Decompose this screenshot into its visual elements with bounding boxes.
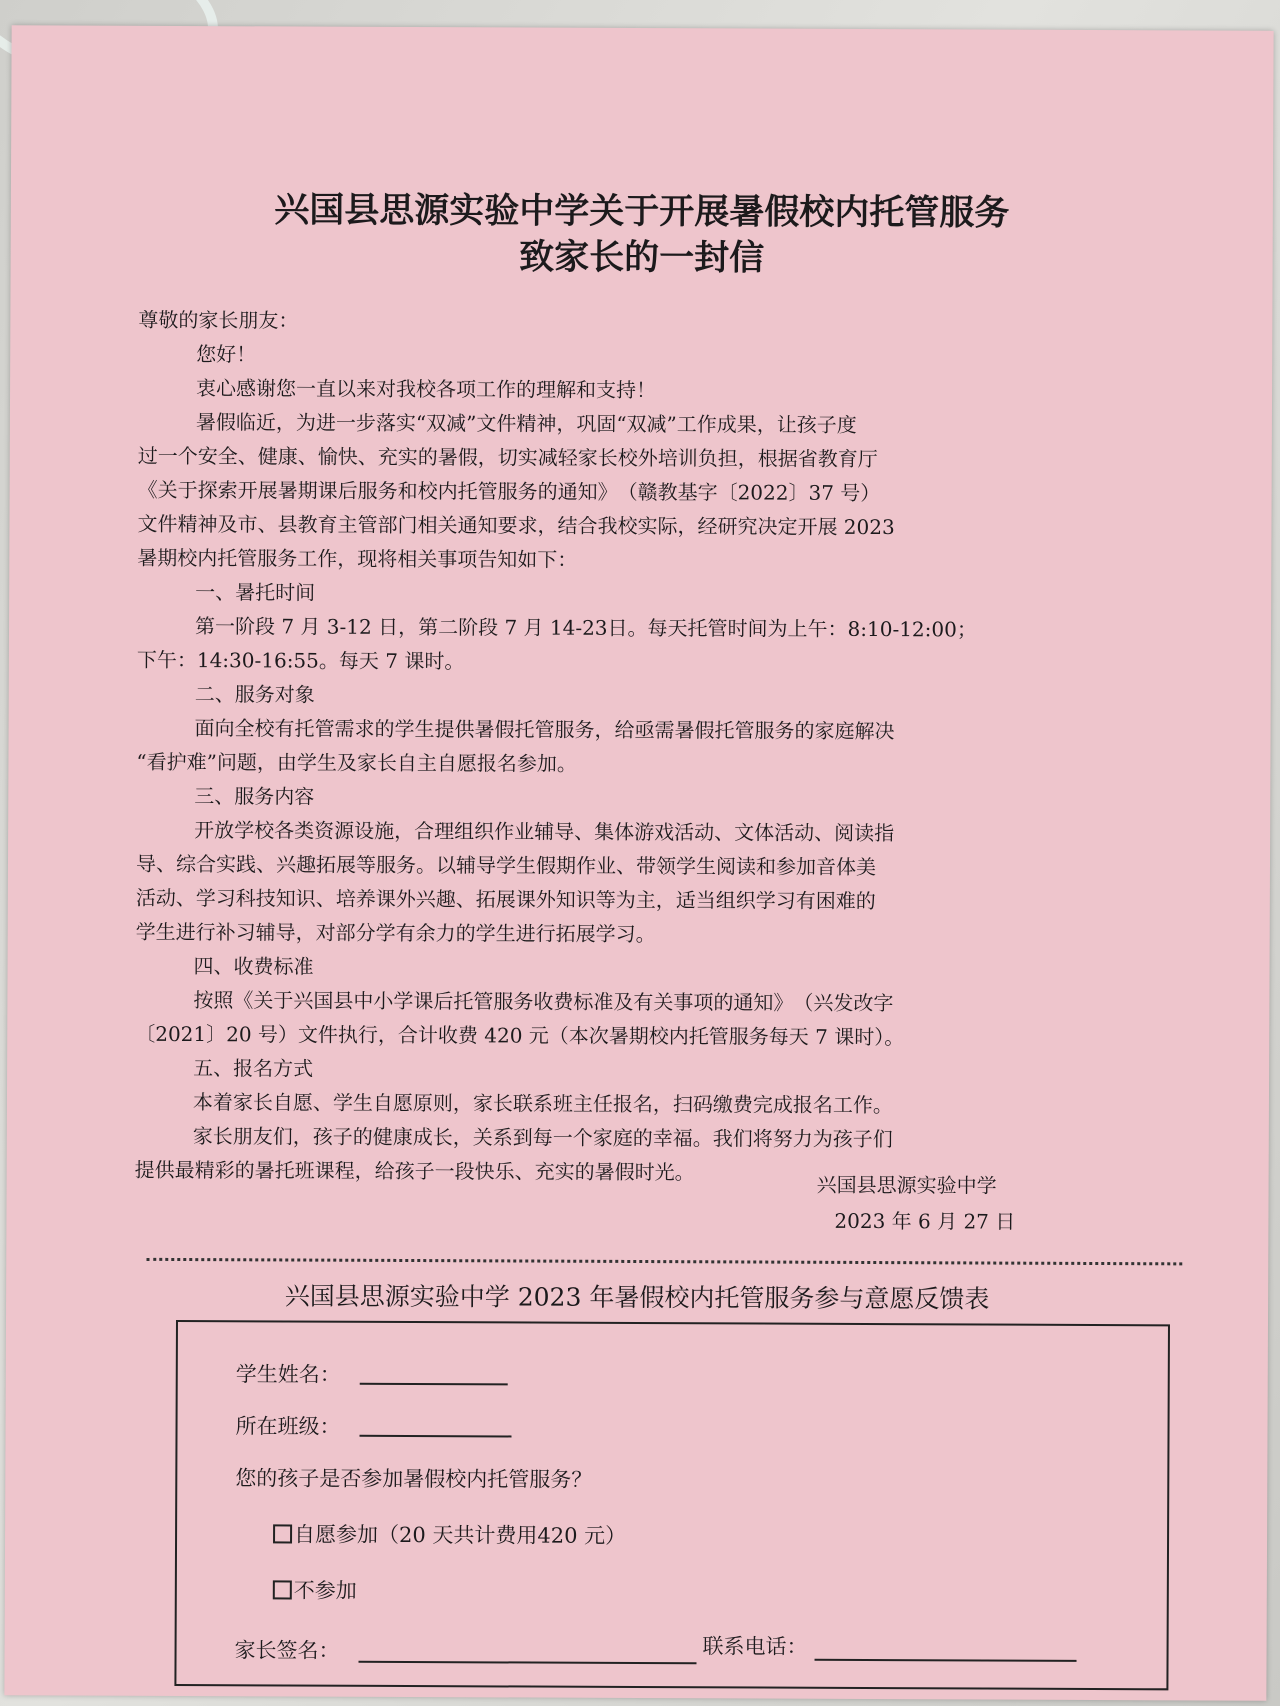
option-not-participate-label: 不参加 <box>293 1578 357 1603</box>
option-participate-label: 自愿参加（20 天共计费用420 元） <box>294 1522 627 1548</box>
body-line: 本着家长自愿、学生自愿原则，家长联系班主任报名，扫码缴费完成报名工作。 <box>192 1090 893 1118</box>
checkbox-participate[interactable] <box>273 1524 292 1543</box>
feedback-form <box>174 1320 1170 1690</box>
option-not-participate[interactable] <box>273 1574 357 1604</box>
body-line: “看护难”问题，由学生及家长自主自愿报名参加。 <box>136 749 577 776</box>
signature-org: 兴国县思源实验中学 <box>816 1172 997 1198</box>
body-line: 活动、学习科技知识、培养课外兴趣、拓展课外知识等为主，适当组织学习有困难的 <box>135 885 876 914</box>
body-line: 暑期校内托管服务工作，现将相关事项告知如下： <box>137 545 578 572</box>
body-line: 导、综合实践、兴趣拓展等服务。以辅导学生假期作业、带领学生阅读和参加音体美 <box>135 851 877 880</box>
signature-date: 2023 年 6 月 27 日 <box>834 1208 1016 1234</box>
body-line: 文件精神及市、县教育主管部门相关通知要求，结合我校实际，经研究决定开展 2023 <box>137 511 895 540</box>
body-line: 家长朋友们，孩子的健康成长，关系到每一个家庭的幸福。我们将努力为孩子们 <box>192 1124 893 1152</box>
parent-signature-label: 家长签名： <box>234 1638 340 1663</box>
cut-line <box>146 1258 1182 1266</box>
option-participate[interactable] <box>273 1518 626 1550</box>
student-name-label: 学生姓名： <box>235 1362 341 1387</box>
form-title: 兴国县思源实验中学 2023 年暑假校内托管服务参与意愿反馈表 <box>284 1281 990 1314</box>
checkbox-not-participate[interactable] <box>273 1580 292 1599</box>
body-line: 第一阶段 7 月 3-12 日，第二阶段 7 月 14-23日。每天托管时间为上午：8:10-12:00； <box>194 614 977 642</box>
class-field[interactable] <box>359 1435 511 1438</box>
body-line: 〔2021〕20 号）文件执行，合计收费 420 元（本次暑期校内托管服务每天 7 课时）。 <box>135 1021 905 1050</box>
body-line: 暑假临近，为进一步落实“双减”文件精神，巩固“双减”工作成果，让孩子度 <box>195 410 857 437</box>
phone-field[interactable] <box>815 1659 1077 1662</box>
participation-question: 您的孩子是否参加暑假校内托管服务？ <box>235 1466 593 1492</box>
body-line: 开放学校各类资源设施，合理组织作业辅导、集体游戏活动、文体活动、阅读指 <box>194 818 895 846</box>
body-line: 面向全校有托管需求的学生提供暑假托管服务，给亟需暑假托管服务的家庭解决 <box>194 716 895 744</box>
parent-signature-field[interactable] <box>359 1661 697 1664</box>
body-line: 过一个安全、健康、愉快、充实的暑假，切实减轻家长校外培训负担，根据省教育厅 <box>137 443 878 472</box>
letter-title-line1: 兴国县思源实验中学关于开展暑假校内托管服务 <box>274 190 1010 234</box>
body-line: 衷心感谢您一直以来对我校各项工作的理解和支持！ <box>196 376 657 403</box>
section-heading: 四、收费标准 <box>193 954 314 979</box>
body-line: 提供最精彩的暑托班课程，给孩子一段快乐、充实的暑假时光。 <box>134 1157 695 1185</box>
letter-title-line2: 致家长的一封信 <box>519 237 765 279</box>
body-line: 学生进行补习辅导，对部分学有余力的学生进行拓展学习。 <box>135 919 656 947</box>
section-heading: 二、服务对象 <box>194 682 315 707</box>
student-name-field[interactable] <box>360 1383 508 1386</box>
salutation: 尊敬的家长朋友： <box>138 307 299 333</box>
section-heading: 五、报名方式 <box>193 1056 314 1081</box>
body-line: 按照《关于兴国县中小学课后托管服务收费标准及有关事项的通知》 （兴发改字 <box>193 988 894 1016</box>
greeting: 您好！ <box>196 342 257 367</box>
class-label: 所在班级： <box>235 1414 341 1439</box>
body-line: 《关于探索开展暑期课后服务和校内托管服务的通知》 （赣教基字〔2022〕37 号） <box>137 477 881 506</box>
phone-label: 联系电话： <box>702 1634 808 1659</box>
section-heading: 一、暑托时间 <box>195 580 316 605</box>
body-line: 下午：14:30-16:55。每天 7 课时。 <box>136 647 465 674</box>
section-heading: 三、服务内容 <box>194 784 315 809</box>
paper-sheet <box>4 25 1273 1700</box>
